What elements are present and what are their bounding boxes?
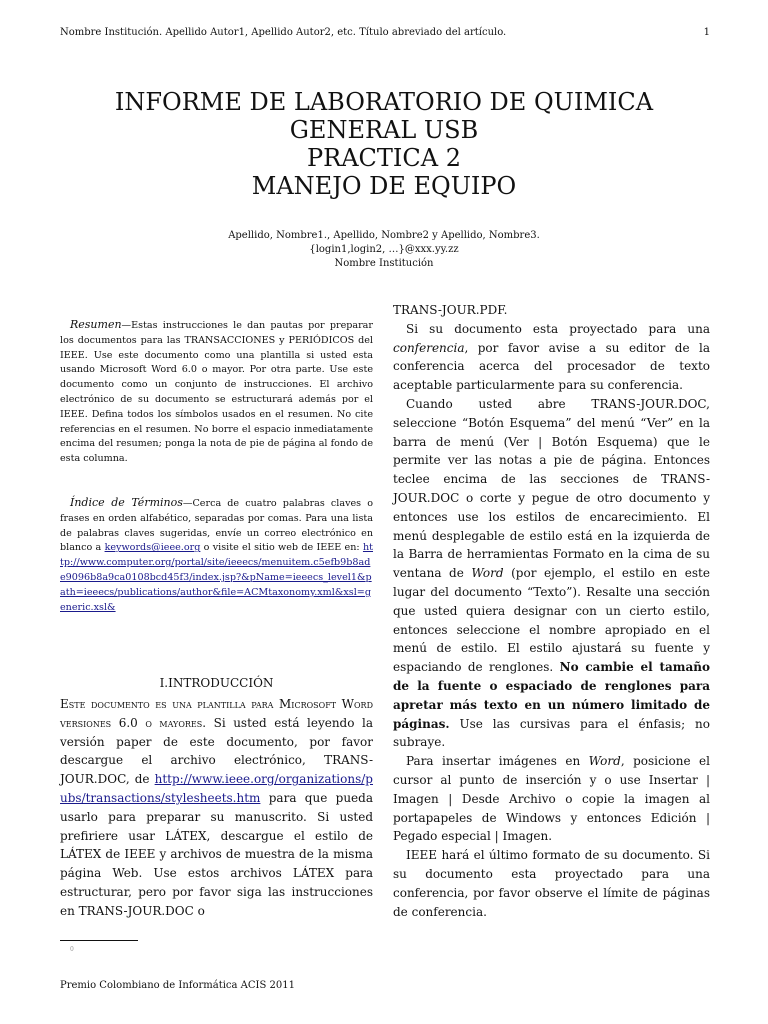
p1-text-a: Si su documento esta proyectado para una (406, 321, 710, 336)
p2-emphasis: Word (471, 566, 504, 581)
title-line-2: GENERAL USB (289, 116, 479, 144)
index-terms (60, 496, 373, 615)
footnote-mark: 0 (70, 946, 74, 953)
author-names: Apellido, Nombre1., Apellido, Nombre2 y Apellido, Nombre3. (228, 230, 540, 241)
p2-bold-warning: No cambie el tamaño de la fuente o espaciado de renglones para apretar más texto en un número limitado de páginas. (393, 660, 710, 731)
p1-text-b: , por favor avise a su editor de la conferencia acerca del procesador de texto aceptable particularmente para su conferencia. (393, 340, 710, 393)
p2-text-a: Cuando usted abre TRANS-JOUR.DOC, seleccione “Botón Esquema” del menú “Ver” en la barra de menú (Ver | Botón Esquema) que le permite ver las notas a pie de página. Entonces teclee encima de las secciones de TRANS-JOUR.DOC o corte y pegue de otro documento y entonces use los estilos de encarecimiento. El menú desplegable de estilo está en la izquierda de la Barra de herramientas Formato en la cima de su ventana de (393, 396, 710, 581)
introduction-body (60, 695, 373, 921)
abstract-text: Estas instrucciones le dan pautas por preparar los documentos para las TRANSACCIONES y PERIÓDICOS del IEEE. Use este documento como una plantilla si usted esta usando Microsoft Word 6.0 o mayor. Por otra parte. Use este documento como un conjunto de instrucciones. El archivo electrónico de su documento se estructurará además por el IEEE. Defina todos los símbolos usados en el resumen. No cite referencias en el resumen. No borre el espacio inmediatamente encima del resumen; ponga la nota de pie de página al fondo de esta columna. (60, 320, 373, 465)
abstract (60, 318, 373, 467)
page-number: 1 (703, 27, 710, 38)
introduction-lead: Este documento es una plantilla para Microsoft Word versiones 6.0 o mayores. (60, 697, 373, 730)
author-institution: Nombre Institución (334, 258, 434, 269)
p3-emphasis: Word (588, 754, 621, 769)
ieee-stylesheets-link[interactable]: http://www.ieee.org/organizations/pubs/transactions/stylesheets.htm (60, 772, 373, 805)
introduction-text-1: Si usted está leyendo la versión paper de este documento, por favor descargue el archivo electrónico, TRANS-JOUR.DOC, de (60, 715, 373, 787)
title-line-3: PRACTICA 2 (307, 144, 461, 172)
index-terms-lead: Índice de Términos (70, 496, 183, 509)
acm-taxonomy-link[interactable]: http://www.computer.org/portal/site/ieeecs/menuitem.c5efb9b8ade9096b8a9ca0108bcd45f3/index.jsp?&pName=ieeecs_level1&path=ieeecs/publications/author&file=ACMtaxonomy.xml&xsl=generic.xsl& (60, 542, 373, 613)
paragraph-styles (393, 395, 710, 752)
p2-text-b: (por ejemplo, el estilo en este lugar del documento “Texto”). Resalte una sección que usted quiera designar con un cierto estilo, entonces seleccione el nombre apropiado en el menú de estilo. El estilo ajustará su fuente y espaciando de renglones. (393, 566, 710, 675)
keywords-email-link[interactable]: keywords@ieee.org (104, 542, 201, 554)
paragraph-conference (393, 320, 710, 395)
paper-title (60, 88, 708, 200)
index-terms-text: Cerca de cuatro palabras claves o frases en orden alfabético, separadas por comas. Para una lista de palabras claves sugeridas, envíe un correo electrónico en blanco a (60, 498, 373, 554)
index-terms-text-2: o visite el sitio web de IEEE en: (203, 542, 360, 554)
introduction-text-2: para que pueda usarlo para preparar su manuscrito. Si usted prefiriere usar LÁTEX, descargue el estilo de LÁTEX de IEEE y archivos de muestra de la misma página Web. Use estos archivos LÁTEX para estructurar, pero por favor siga las instrucciones en TRANS-JOUR.DOC o (60, 790, 373, 918)
index-terms-dash: — (182, 498, 193, 509)
right-column-body (393, 301, 710, 921)
p3-text-a: Para insertar imágenes en (406, 754, 581, 769)
paragraph-images (393, 752, 710, 846)
running-header (60, 27, 710, 38)
author-emails: {login1,login2, …}@xxx.yy.zz (309, 244, 459, 255)
abstract-lead: Resumen (70, 318, 122, 331)
footnote-rule (60, 940, 138, 941)
title-line-4: MANEJO DE EQUIPO (251, 172, 517, 200)
paragraph-formatting: IEEE hará el último formato de su documento. Si su documento esta proyectado para una conferencia, por favor observe el límite de páginas de conferencia. (393, 848, 710, 919)
title-line-1: INFORME DE LABORATORIO DE QUIMICA (114, 88, 654, 116)
p2-text-c: Use las cursivas para el énfasis; no subraye. (393, 716, 710, 750)
section-title-introduction: I.INTRODUCCIÓN (159, 676, 274, 690)
page-footer: Premio Colombiano de Informática ACIS 2011 (60, 980, 295, 991)
abstract-dash: — (121, 320, 132, 331)
p1-emphasis: conferencia (393, 340, 465, 355)
running-head-text: Nombre Institución. Apellido Autor1, Apellido Autor2, etc. Título abreviado del artículo. (60, 27, 507, 38)
p3-text-b: , posicione el cursor al punto de inserción y o use Insertar | Imagen | Desde Archivo o copie la imagen al portapapeles de Windows y entonces Edición | Pegado especial | Imagen. (393, 754, 710, 844)
continuation-text: TRANS-JOUR.PDF. (393, 303, 508, 317)
author-block (60, 229, 708, 271)
